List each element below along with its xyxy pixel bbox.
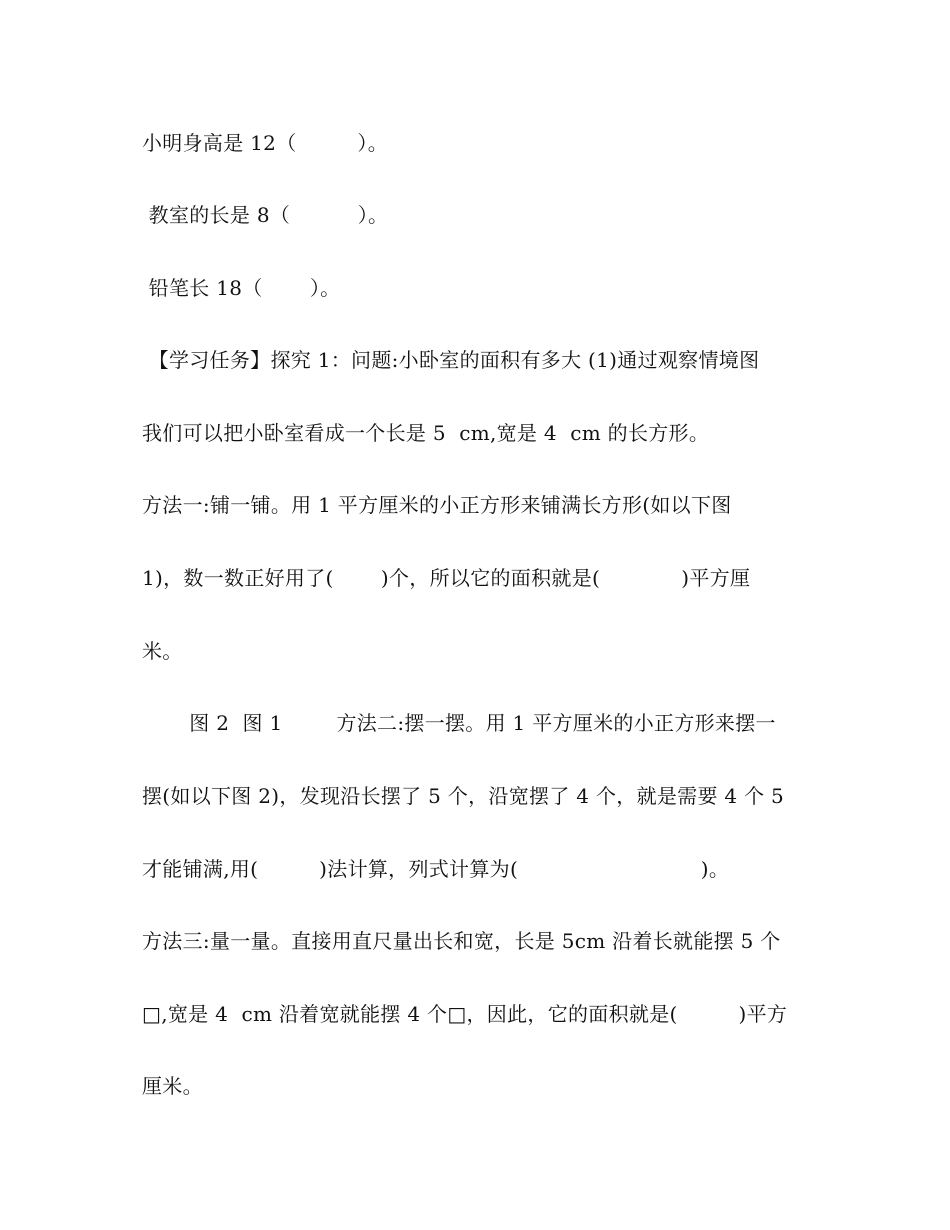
text-line-method-one-end: 米。 <box>142 639 183 663</box>
text-line-pencil-question: 铅笔长 18（ ）。 <box>142 276 341 300</box>
text-line-rectangle-description: 我们可以把小卧室看成一个长是 5 cm,宽是 4 cm 的长方形。 <box>142 421 710 445</box>
text-line-method-one-count: 1)，数一数正好用了( )个，所以它的面积就是( )平方厘 <box>142 566 751 590</box>
text-line-method-two: 图 2 图 1 方法二:摆一摆。用 1 平方厘米的小正方形来摆一 <box>142 711 776 735</box>
text-line-method-two-calculation: 才能铺满,用( )法计算，列式计算为( )。 <box>142 857 730 881</box>
text-line-classroom-question: 教室的长是 8（ ）。 <box>142 203 389 227</box>
text-line-learning-task: 【学习任务】探究 1：问题:小卧室的面积有多大 (1)通过观察情境图 <box>142 348 760 372</box>
text-line-method-two-arrangement: 摆(如以下图 2)，发现沿长摆了 5 个，沿宽摆了 4 个，就是需要 4 个 5 <box>142 784 785 808</box>
text-line-method-three: 方法三:量一量。直接用直尺量出长和宽，长是 5cm 沿着长就能摆 5 个 <box>142 929 781 953</box>
text-line-height-question: 小明身高是 12（ ）。 <box>142 131 389 155</box>
text-line-method-three-end: 厘米。 <box>142 1074 203 1098</box>
text-line-method-one: 方法一:铺一铺。用 1 平方厘米的小正方形来铺满长方形(如以下图 <box>142 493 732 517</box>
text-line-method-three-area: □,宽是 4 cm 沿着宽就能摆 4 个□，因此，它的面积就是( )平方 <box>142 1002 788 1026</box>
